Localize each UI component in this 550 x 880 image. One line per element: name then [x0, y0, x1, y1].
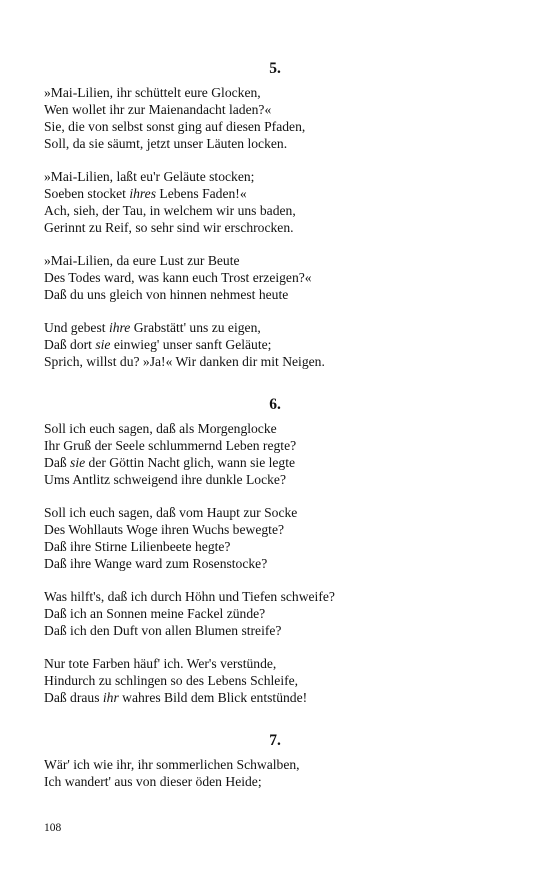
line-text: Soll, da sie säumt, jetzt unser Läuten locken. [44, 136, 288, 151]
line-text: Des Wohllauts Woge ihren Wuchs bewegte? [44, 522, 285, 537]
line-text: Ihr Gruß der Seele schlummernd Leben regte? [44, 438, 297, 453]
line-text: Des Todes ward, was kann euch Trost erzeigen?« [44, 270, 312, 285]
line-text: Daß draus [44, 690, 103, 705]
line-text: Was hilft's, daß ich durch Höhn und Tiefen schweife? [44, 589, 335, 604]
line-text: Wär' ich wie ihr, ihr sommerlichen Schwalben, [44, 757, 300, 772]
verse-line [44, 353, 524, 370]
line-text: einwieg' unser sanft Geläute; [110, 337, 272, 352]
stanza [44, 84, 524, 152]
verse-line [44, 622, 524, 639]
stanza [44, 168, 524, 236]
line-text: Soeben stocket [44, 186, 130, 201]
verse-line [44, 135, 524, 152]
line-text: Und gebest [44, 320, 109, 335]
line-text: Daß dort [44, 337, 96, 352]
italic-emphasis: ihr [102, 690, 119, 705]
line-text: Daß ich an Sonnen meine Fackel zünde? [44, 606, 266, 621]
verse-line [44, 588, 524, 605]
line-text: Daß ihre Stirne Lilienbeete hegte? [44, 539, 231, 554]
line-text: Daß ihre Wange ward zum Rosenstocke? [44, 556, 268, 571]
page-number: 108 [44, 822, 62, 834]
verse-line [44, 319, 524, 336]
verse-line [44, 471, 524, 488]
verse-line [44, 437, 524, 454]
verse-line [44, 286, 524, 303]
line-text: Sprich, willst du? »Ja!« Wir danken dir mit Neigen. [44, 354, 325, 369]
line-text: Lebens Faden!« [156, 186, 247, 201]
stanza [44, 420, 524, 488]
stanza [44, 655, 524, 706]
verse-line [44, 185, 524, 202]
line-text: »Mai-Lilien, ihr schüttelt eure Glocken, [44, 85, 261, 100]
italic-emphasis: ihres [129, 186, 157, 201]
verse-line [44, 336, 524, 353]
verse-line [44, 521, 524, 538]
line-text: Gerinnt zu Reif, so sehr sind wir erschrocken. [44, 220, 294, 235]
stanza [44, 319, 524, 370]
verse-line [44, 555, 524, 572]
verse-line [44, 756, 524, 773]
verse-line [44, 538, 524, 555]
line-text: Soll ich euch sagen, daß vom Haupt zur Socke [44, 505, 298, 520]
stanza [44, 504, 524, 572]
italic-emphasis: sie [70, 455, 86, 470]
verse-line [44, 689, 524, 706]
line-text: Hindurch zu schlingen so des Lebens Schleife, [44, 673, 299, 688]
poem-number-heading: 5. [269, 60, 281, 77]
line-text: der Göttin Nacht glich, wann sie legte [85, 455, 296, 470]
verse-line [44, 101, 524, 118]
verse-line [44, 252, 524, 269]
stanza [44, 756, 524, 790]
verse-line [44, 454, 524, 471]
verse-line [44, 168, 524, 185]
verse-line [44, 118, 524, 135]
verse-line [44, 605, 524, 622]
line-text: Daß [44, 455, 71, 470]
line-text: Sie, die von selbst sonst ging auf diesen Pfaden, [44, 119, 306, 134]
verse-line [44, 420, 524, 437]
line-text: Wen wollet ihr zur Maienandacht laden?« [44, 102, 272, 117]
verse-line [44, 672, 524, 689]
verse-line [44, 84, 524, 101]
verse-line [44, 655, 524, 672]
line-text: Ach, sieh, der Tau, in welchem wir uns baden, [44, 203, 296, 218]
line-text: Daß ich den Duft von allen Blumen streife? [44, 623, 282, 638]
poem-number-heading: 7. [269, 732, 281, 749]
stanza [44, 588, 524, 639]
poem-number-heading: 6. [269, 396, 281, 413]
line-text: Ums Antlitz schweigend ihre dunkle Locke? [44, 472, 286, 487]
line-text: Daß du uns gleich von hinnen nehmest heute [44, 287, 289, 302]
line-text: »Mai-Lilien, laßt eu'r Geläute stocken; [44, 169, 255, 184]
stanza [44, 252, 524, 303]
line-text: Soll ich euch sagen, daß als Morgenglocke [44, 421, 277, 436]
verse-line [44, 773, 524, 790]
verse-line [44, 219, 524, 236]
line-text: wahres Bild dem Blick entstünde! [118, 690, 308, 705]
verse-line [44, 269, 524, 286]
verse-line [44, 202, 524, 219]
italic-emphasis: sie [95, 337, 111, 352]
italic-emphasis: ihre [108, 320, 131, 335]
line-text: Ich wandert' aus von dieser öden Heide; [44, 774, 262, 789]
line-text: Grabstätt' uns zu eigen, [130, 320, 261, 335]
line-text: »Mai-Lilien, da eure Lust zur Beute [44, 253, 240, 268]
line-text: Nur tote Farben häuf' ich. Wer's verstünde, [44, 656, 277, 671]
verse-line [44, 504, 524, 521]
